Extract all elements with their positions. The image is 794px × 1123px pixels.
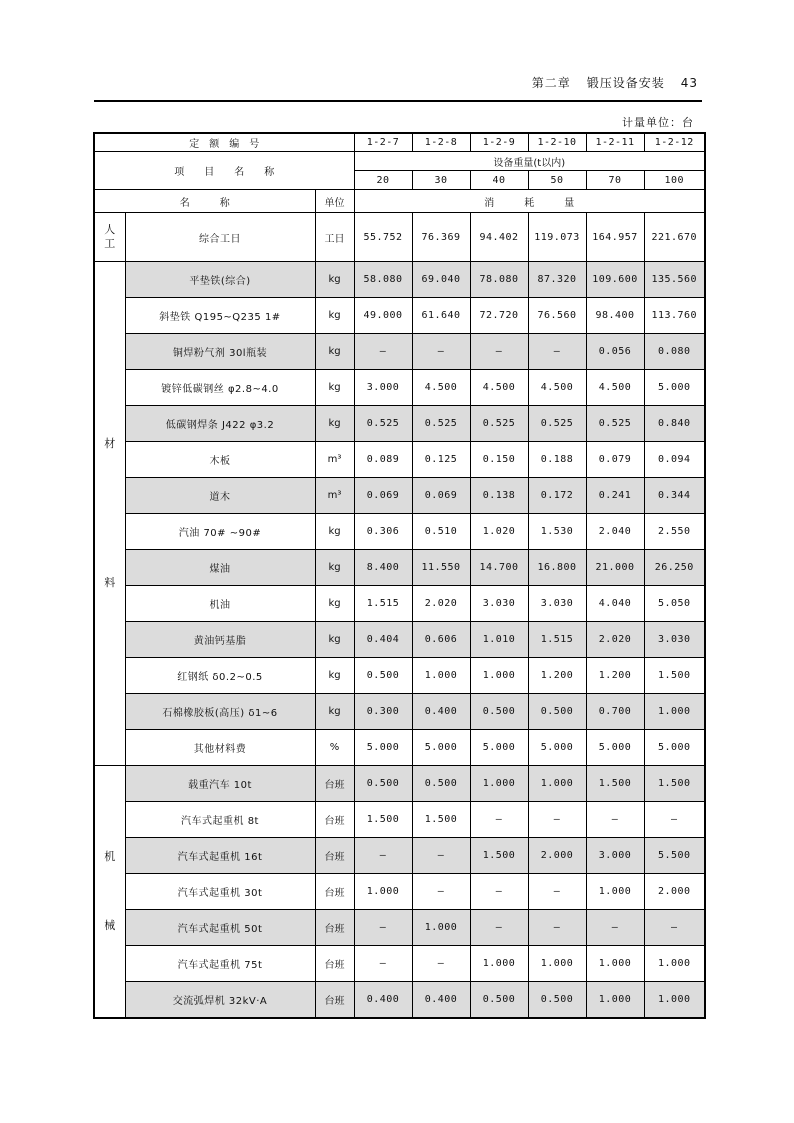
table-row: [94, 514, 705, 550]
quota-number-cell: 1-2-12: [644, 133, 705, 152]
value-cell: —: [586, 910, 644, 946]
value-cell: 1.000: [586, 982, 644, 1019]
weight-label-row: [94, 152, 705, 171]
quota-number-cell: 1-2-7: [354, 133, 412, 152]
value-cell: 0.606: [412, 622, 470, 658]
value-cell: 3.030: [644, 622, 705, 658]
value-cell: 76.560: [528, 298, 586, 334]
value-cell: 0.500: [528, 694, 586, 730]
quota-number-cell: 1-2-9: [470, 133, 528, 152]
value-cell: 0.069: [412, 478, 470, 514]
table-row: [94, 213, 705, 262]
category-text: 机 械: [104, 849, 116, 933]
value-cell: 1.000: [528, 946, 586, 982]
unit-cell: kg: [315, 298, 354, 334]
value-cell: 1.500: [354, 802, 412, 838]
value-cell: 0.125: [412, 442, 470, 478]
value-cell: 4.500: [528, 370, 586, 406]
table-row: [94, 730, 705, 766]
table-row: [94, 910, 705, 946]
value-cell: 69.040: [412, 262, 470, 298]
value-cell: 2.020: [586, 622, 644, 658]
value-cell: 1.000: [354, 874, 412, 910]
value-cell: 0.500: [354, 658, 412, 694]
col-name-label: 名 称: [94, 190, 315, 213]
value-cell: 1.000: [644, 694, 705, 730]
item-name-cell: 斜垫铁 Q195~Q235 1#: [125, 298, 315, 334]
value-cell: 2.020: [412, 586, 470, 622]
value-cell: 94.402: [470, 213, 528, 262]
value-cell: 0.525: [586, 406, 644, 442]
item-name-cell: 石棉橡胶板(高压) δ1~6: [125, 694, 315, 730]
table-row: [94, 838, 705, 874]
value-cell: 1.500: [644, 766, 705, 802]
value-cell: 4.500: [586, 370, 644, 406]
table-row: [94, 766, 705, 802]
category-text: 材 料: [104, 437, 116, 589]
value-cell: 221.670: [644, 213, 705, 262]
unit-cell: kg: [315, 622, 354, 658]
value-cell: 1.530: [528, 514, 586, 550]
unit-cell: kg: [315, 262, 354, 298]
unit-cell: kg: [315, 370, 354, 406]
quota-number-cell: 1-2-11: [586, 133, 644, 152]
item-name-cell: 汽车式起重机 30t: [125, 874, 315, 910]
table-row: [94, 622, 705, 658]
value-cell: 4.500: [412, 370, 470, 406]
item-name-cell: 机油: [125, 586, 315, 622]
value-cell: 0.306: [354, 514, 412, 550]
value-cell: —: [528, 910, 586, 946]
unit-cell: kg: [315, 586, 354, 622]
value-cell: —: [528, 802, 586, 838]
value-cell: —: [412, 874, 470, 910]
item-name-cell: 木板: [125, 442, 315, 478]
item-name-cell: 道木: [125, 478, 315, 514]
quota-number-cell: 1-2-8: [412, 133, 470, 152]
unit-cell: m³: [315, 442, 354, 478]
table-body: [94, 133, 705, 1018]
value-cell: 0.080: [644, 334, 705, 370]
value-cell: 3.030: [528, 586, 586, 622]
quota-table: [93, 132, 706, 1019]
value-cell: —: [354, 334, 412, 370]
value-cell: —: [644, 802, 705, 838]
unit-cell: 台班: [315, 946, 354, 982]
value-cell: 1.000: [412, 658, 470, 694]
value-cell: 16.800: [528, 550, 586, 586]
value-cell: —: [470, 910, 528, 946]
value-cell: 164.957: [586, 213, 644, 262]
value-cell: 49.000: [354, 298, 412, 334]
item-name-cell: 汽车式起重机 16t: [125, 838, 315, 874]
value-cell: 0.525: [412, 406, 470, 442]
unit-cell: 台班: [315, 802, 354, 838]
unit-cell: 台班: [315, 982, 354, 1019]
item-name-cell: 黄油钙基脂: [125, 622, 315, 658]
weight-cell: 40: [470, 171, 528, 190]
value-cell: 1.000: [586, 946, 644, 982]
value-cell: 1.500: [412, 802, 470, 838]
value-cell: 0.094: [644, 442, 705, 478]
value-cell: —: [412, 334, 470, 370]
value-cell: 1.000: [644, 946, 705, 982]
value-cell: 0.172: [528, 478, 586, 514]
value-cell: —: [470, 874, 528, 910]
value-cell: 0.400: [412, 982, 470, 1019]
value-cell: 0.188: [528, 442, 586, 478]
value-cell: —: [354, 838, 412, 874]
value-cell: 1.515: [528, 622, 586, 658]
value-cell: 1.000: [470, 766, 528, 802]
value-cell: 2.000: [528, 838, 586, 874]
value-cell: —: [354, 910, 412, 946]
value-cell: 0.840: [644, 406, 705, 442]
value-cell: —: [644, 910, 705, 946]
item-name-cell: 镀锌低碳钢丝 φ2.8~4.0: [125, 370, 315, 406]
unit-cell: kg: [315, 694, 354, 730]
value-cell: —: [412, 946, 470, 982]
value-cell: 5.050: [644, 586, 705, 622]
value-cell: 1.500: [470, 838, 528, 874]
weight-cell: 100: [644, 171, 705, 190]
value-cell: 58.080: [354, 262, 412, 298]
value-cell: 61.640: [412, 298, 470, 334]
value-cell: 0.138: [470, 478, 528, 514]
col-unit-label: 单位: [315, 190, 354, 213]
value-cell: 5.000: [528, 730, 586, 766]
value-cell: 2.000: [644, 874, 705, 910]
value-cell: 78.080: [470, 262, 528, 298]
category-cell: [94, 213, 125, 262]
unit-cell: 台班: [315, 838, 354, 874]
table-row: [94, 550, 705, 586]
value-cell: 98.400: [586, 298, 644, 334]
value-cell: 87.320: [528, 262, 586, 298]
value-cell: 72.720: [470, 298, 528, 334]
table-row: [94, 694, 705, 730]
item-name-cell: 汽车式起重机 8t: [125, 802, 315, 838]
value-cell: 0.300: [354, 694, 412, 730]
value-cell: 1.020: [470, 514, 528, 550]
category-text: 人 工: [104, 223, 116, 250]
value-cell: 1.500: [644, 658, 705, 694]
unit-cell: 台班: [315, 766, 354, 802]
value-cell: 109.600: [586, 262, 644, 298]
unit-cell: kg: [315, 550, 354, 586]
weight-cell: 30: [412, 171, 470, 190]
value-cell: 0.500: [470, 694, 528, 730]
table-row: [94, 298, 705, 334]
value-cell: 1.000: [470, 946, 528, 982]
running-head: [532, 74, 698, 91]
value-cell: —: [528, 334, 586, 370]
quota-number-cell: 1-2-10: [528, 133, 586, 152]
item-name-cell: 综合工日: [125, 213, 315, 262]
value-cell: 1.000: [470, 658, 528, 694]
table-row: [94, 802, 705, 838]
unit-note: 计量单位：台: [622, 116, 694, 129]
value-cell: 5.000: [354, 730, 412, 766]
value-cell: 0.400: [412, 694, 470, 730]
unit-cell: kg: [315, 658, 354, 694]
item-name-cell: 汽车式起重机 75t: [125, 946, 315, 982]
value-cell: 0.525: [528, 406, 586, 442]
value-cell: 2.550: [644, 514, 705, 550]
table-row: [94, 658, 705, 694]
unit-cell: kg: [315, 514, 354, 550]
unit-cell: m³: [315, 478, 354, 514]
value-cell: 1.000: [586, 874, 644, 910]
value-cell: 0.500: [528, 982, 586, 1019]
value-cell: 8.400: [354, 550, 412, 586]
value-cell: 1.000: [644, 982, 705, 1019]
value-cell: 0.344: [644, 478, 705, 514]
weight-label: 设备重量(t以内): [354, 152, 705, 171]
value-cell: 1.200: [586, 658, 644, 694]
value-cell: 0.150: [470, 442, 528, 478]
table-row: [94, 946, 705, 982]
value-cell: 119.073: [528, 213, 586, 262]
value-cell: 0.400: [354, 982, 412, 1019]
value-cell: 3.030: [470, 586, 528, 622]
value-cell: 1.200: [528, 658, 586, 694]
value-cell: 0.056: [586, 334, 644, 370]
value-cell: 3.000: [586, 838, 644, 874]
page-number: 43: [680, 76, 698, 90]
value-cell: —: [412, 838, 470, 874]
value-cell: —: [586, 802, 644, 838]
table-row: [94, 478, 705, 514]
weight-cell: 20: [354, 171, 412, 190]
quota-number-row: [94, 133, 705, 152]
weight-cell: 70: [586, 171, 644, 190]
value-cell: 1.515: [354, 586, 412, 622]
unit-cell: kg: [315, 334, 354, 370]
item-name-cell: 铜焊粉气剂 30l瓶装: [125, 334, 315, 370]
value-cell: 0.500: [354, 766, 412, 802]
consumption-label: 消 耗 量: [354, 190, 705, 213]
chapter-label: 第二章: [531, 76, 571, 90]
table-row: [94, 982, 705, 1019]
unit-cell: 台班: [315, 874, 354, 910]
unit-cell: 台班: [315, 910, 354, 946]
value-cell: 0.404: [354, 622, 412, 658]
value-cell: 5.000: [412, 730, 470, 766]
item-name-cell: 汽油 70# ~90#: [125, 514, 315, 550]
value-cell: 1.500: [586, 766, 644, 802]
value-cell: 26.250: [644, 550, 705, 586]
value-cell: 5.000: [470, 730, 528, 766]
value-cell: 5.000: [586, 730, 644, 766]
value-cell: 0.510: [412, 514, 470, 550]
value-cell: 5.000: [644, 730, 705, 766]
value-cell: 1.000: [528, 766, 586, 802]
item-name-cell: 平垫铁(综合): [125, 262, 315, 298]
value-cell: 0.079: [586, 442, 644, 478]
value-cell: 0.525: [470, 406, 528, 442]
category-cell: [94, 766, 125, 1019]
item-name-cell: 红钢纸 δ0.2~0.5: [125, 658, 315, 694]
table-row: [94, 442, 705, 478]
value-cell: 1.000: [412, 910, 470, 946]
column-header-row: [94, 190, 705, 213]
item-name-label: 项 目 名 称: [94, 152, 354, 190]
value-cell: —: [528, 874, 586, 910]
value-cell: 0.500: [470, 982, 528, 1019]
table-row: [94, 874, 705, 910]
value-cell: 3.000: [354, 370, 412, 406]
unit-cell: kg: [315, 406, 354, 442]
value-cell: 0.089: [354, 442, 412, 478]
unit-cell: 工日: [315, 213, 354, 262]
item-name-cell: 汽车式起重机 50t: [125, 910, 315, 946]
value-cell: 2.040: [586, 514, 644, 550]
value-cell: 76.369: [412, 213, 470, 262]
header-rule: [94, 100, 702, 102]
value-cell: 135.560: [644, 262, 705, 298]
unit-cell: %: [315, 730, 354, 766]
value-cell: 5.500: [644, 838, 705, 874]
value-cell: 21.000: [586, 550, 644, 586]
value-cell: 0.500: [412, 766, 470, 802]
table-row: [94, 370, 705, 406]
item-name-cell: 煤油: [125, 550, 315, 586]
value-cell: 0.241: [586, 478, 644, 514]
item-name-cell: 交流弧焊机 32kV·A: [125, 982, 315, 1019]
value-cell: 11.550: [412, 550, 470, 586]
value-cell: —: [470, 802, 528, 838]
value-cell: —: [354, 946, 412, 982]
item-name-cell: 载重汽车 10t: [125, 766, 315, 802]
value-cell: 113.760: [644, 298, 705, 334]
section-title: 锻压设备安装: [586, 76, 665, 90]
value-cell: 5.000: [644, 370, 705, 406]
weight-cell: 50: [528, 171, 586, 190]
table-row: [94, 334, 705, 370]
category-cell: [94, 262, 125, 766]
value-cell: 0.069: [354, 478, 412, 514]
table-row: [94, 586, 705, 622]
item-name-cell: 低碳钢焊条 J422 φ3.2: [125, 406, 315, 442]
table-row: [94, 262, 705, 298]
value-cell: 4.040: [586, 586, 644, 622]
quota-number-label: 定 额 编 号: [94, 133, 354, 152]
table-row: [94, 406, 705, 442]
value-cell: 1.010: [470, 622, 528, 658]
value-cell: 4.500: [470, 370, 528, 406]
value-cell: 0.700: [586, 694, 644, 730]
value-cell: 0.525: [354, 406, 412, 442]
value-cell: —: [470, 334, 528, 370]
item-name-cell: 其他材料费: [125, 730, 315, 766]
value-cell: 55.752: [354, 213, 412, 262]
value-cell: 14.700: [470, 550, 528, 586]
